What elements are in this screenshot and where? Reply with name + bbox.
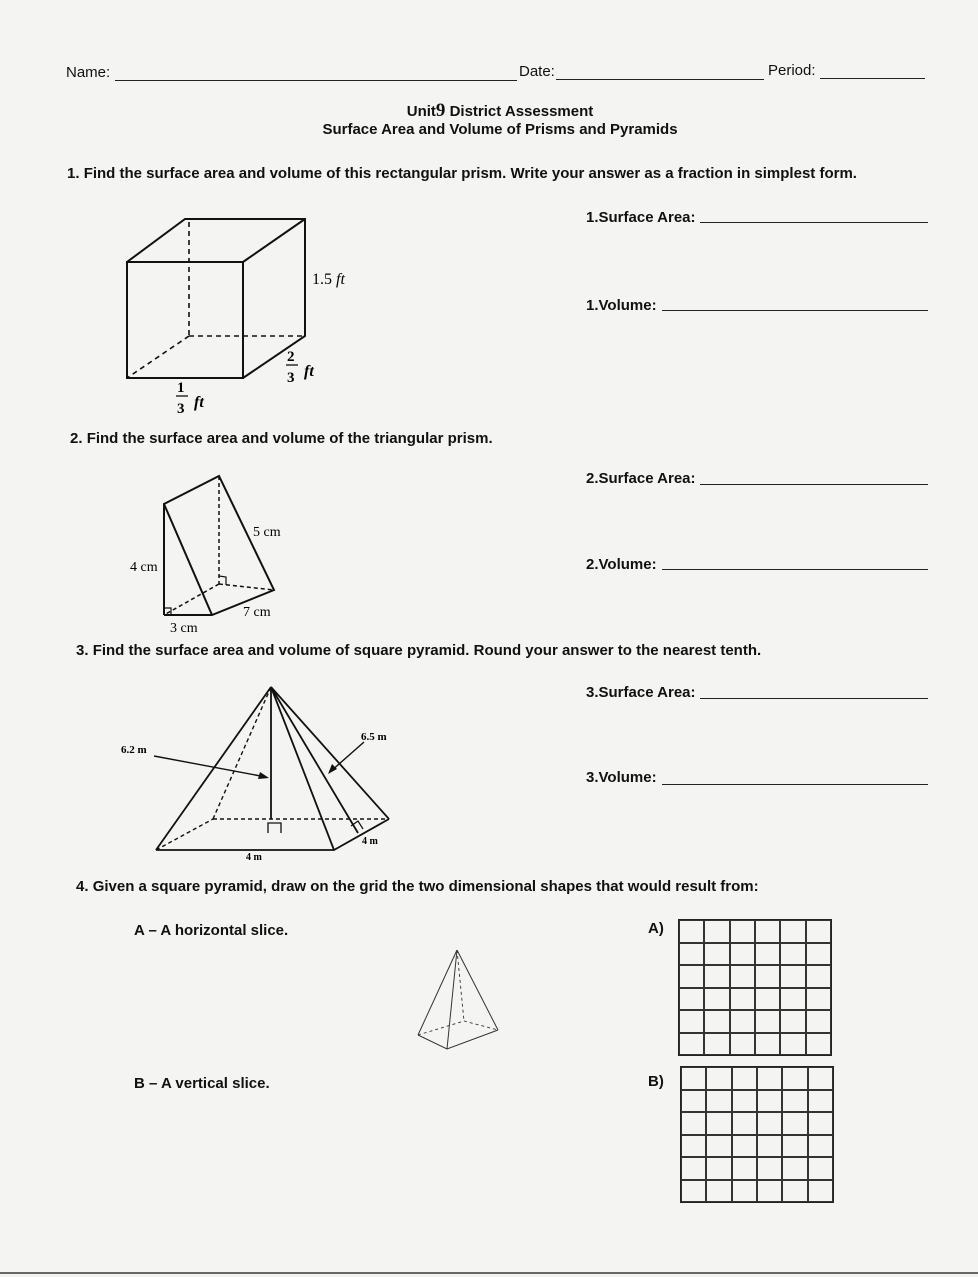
triangular-prism-figure: [125, 470, 295, 640]
rectangular-prism-figure: [120, 210, 350, 420]
answer-grid-a[interactable]: [678, 919, 832, 1056]
width-denominator: 3: [177, 401, 185, 417]
question-3-prompt: 3. Find the surface area and volume of square pyramid. Round your answer to the nearest tenth.: [76, 642, 762, 659]
q2-volume-label: 2.Volume:: [586, 556, 657, 573]
pyramid-side-b-label: 4 m: [246, 852, 262, 863]
q2-volume-answer[interactable]: [662, 569, 928, 570]
q3-volume-answer[interactable]: [662, 784, 928, 785]
prism-height-label: 1.5 ft: [312, 271, 345, 288]
base-label: 3 cm: [170, 621, 198, 636]
prism-front-face: [127, 262, 243, 378]
width-unit: ft: [194, 394, 204, 411]
q1-surface-area-label: 1.Surface Area:: [586, 209, 696, 226]
q1-volume-label: 1.Volume:: [586, 297, 657, 314]
depth-denominator: 3: [287, 370, 295, 386]
part-a-label: A – A horizontal slice.: [134, 922, 289, 939]
period-label: Period:: [768, 62, 816, 79]
date-label: Date:: [519, 63, 555, 80]
part-b-label: B – A vertical slice.: [134, 1075, 270, 1092]
q2-surface-area-answer[interactable]: [700, 484, 928, 485]
question-4-prompt: 4. Given a square pyramid, draw on the grid the two dimensional shapes that would result from:: [76, 878, 759, 895]
date-field[interactable]: [556, 79, 764, 80]
period-field[interactable]: [820, 78, 925, 79]
square-pyramid-figure: [118, 680, 398, 870]
q1-surface-area-answer[interactable]: [700, 222, 928, 223]
width-numerator: 1: [177, 380, 185, 396]
question-1-prompt: 1. Find the surface area and volume of this rectangular prism. Write your answer as a fraction in simplest form.: [67, 165, 857, 182]
scan-bottom-edge: [0, 1272, 978, 1274]
q3-surface-area-label: 3.Surface Area:: [586, 684, 696, 701]
pyramid-height-label: 6.2 m: [121, 744, 147, 756]
grid-b-label: B): [648, 1073, 664, 1090]
page-subtitle: Surface Area and Volume of Prisms and Pyramids: [322, 121, 678, 138]
page-title: Unit9 District Assessment: [406, 100, 594, 121]
depth-numerator: 2: [287, 349, 295, 365]
pyramid-slant-label: 6.5 m: [361, 731, 387, 743]
depth-unit: ft: [304, 363, 314, 380]
question-2-prompt: 2. Find the surface area and volume of the triangular prism.: [70, 430, 493, 447]
height-label: 4 cm: [130, 560, 158, 575]
small-pyramid-sketch: [410, 945, 505, 1057]
name-field[interactable]: [115, 80, 517, 81]
q3-surface-area-answer[interactable]: [700, 698, 928, 699]
unit-number: 9: [435, 100, 446, 121]
answer-grid-b[interactable]: [680, 1066, 834, 1203]
q3-volume-label: 3.Volume:: [586, 769, 657, 786]
length-label: 7 cm: [243, 605, 271, 620]
q2-surface-area-label: 2.Surface Area:: [586, 470, 696, 487]
pyramid-side-a-label: 4 m: [362, 836, 378, 847]
grid-a-label: A): [648, 920, 664, 937]
prism-back-edges: [127, 219, 305, 378]
name-label: Name:: [66, 64, 111, 81]
hypotenuse-label: 5 cm: [253, 525, 281, 540]
q1-volume-answer[interactable]: [662, 310, 928, 311]
